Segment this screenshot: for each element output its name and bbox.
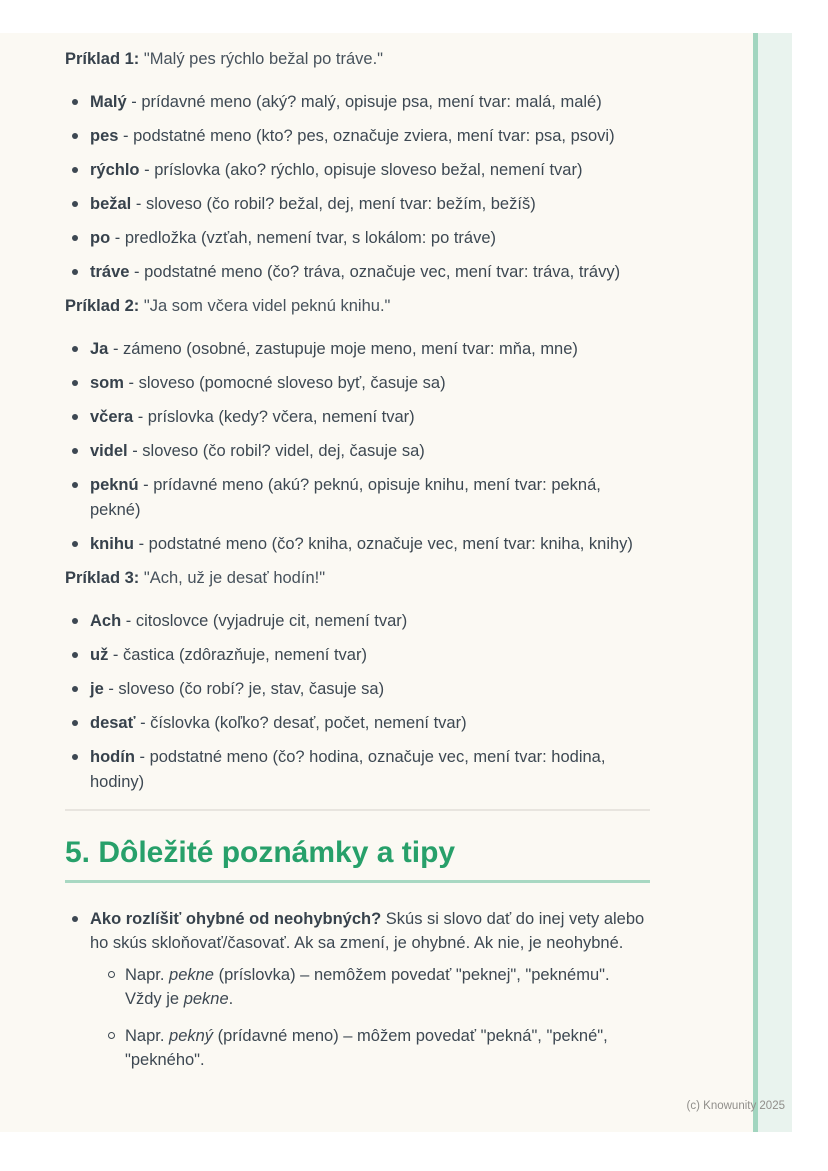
subitem-italic: pekný xyxy=(169,1027,214,1045)
term: desať xyxy=(90,714,136,732)
term: knihu xyxy=(90,535,134,553)
list-item xyxy=(90,192,650,217)
example-2-heading xyxy=(65,294,650,319)
definition: - zámeno (osobné, zastupuje moje meno, mení tvar: mňa, mne) xyxy=(108,340,578,358)
term: je xyxy=(90,680,104,698)
list-item xyxy=(90,226,650,251)
subitem-text: (prídavné meno) – môžem povedať "pekná", "pekné", "pekného". xyxy=(125,1027,608,1069)
definition: - sloveso (čo robí? je, stav, časuje sa) xyxy=(103,680,385,698)
term: po xyxy=(90,229,111,247)
list-item xyxy=(90,473,650,523)
copyright-footer: (c) Knowunity 2025 xyxy=(686,1100,785,1112)
definition: - podstatné meno (čo? tráva, označuje vec, mení tvar: tráva, trávy) xyxy=(129,263,621,281)
document-page xyxy=(0,33,792,1132)
list-item xyxy=(90,371,650,396)
term: bežal xyxy=(90,195,132,213)
tip-item xyxy=(90,907,650,1072)
definition: - predložka (vzťah, nemení tvar, s lokálom: po tráve) xyxy=(110,229,497,247)
list-item xyxy=(90,405,650,430)
list-item xyxy=(90,643,650,668)
example-1-heading xyxy=(65,47,650,72)
list-item xyxy=(90,158,650,183)
example-3-label: Príklad 3: xyxy=(65,569,140,587)
definition: - príslovka (ako? rýchlo, opisuje sloveso bežal, nemení tvar) xyxy=(139,161,583,179)
section-divider xyxy=(65,809,650,811)
list-item xyxy=(90,532,650,557)
definition: - prídavné meno (aký? malý, opisuje psa, mení tvar: malá, malé) xyxy=(126,93,602,111)
term: hodín xyxy=(90,748,135,766)
example-3-heading xyxy=(65,566,650,591)
definition: - citoslovce (vyjadruje cit, nemení tvar) xyxy=(121,612,408,630)
tip-subitem xyxy=(125,963,650,1011)
subitem-italic: pekne xyxy=(183,990,229,1008)
subitem-italic: pekne xyxy=(169,966,214,984)
list-item xyxy=(90,260,650,285)
subitem-text: . xyxy=(228,990,234,1008)
list-item xyxy=(90,337,650,362)
decorative-green-strip xyxy=(753,33,792,1132)
example-2-list xyxy=(65,337,650,557)
list-item xyxy=(90,745,650,795)
definition: - podstatné meno (čo? hodina, označuje vec, mení tvar: hodina, hodiny) xyxy=(90,748,606,791)
example-3-list xyxy=(65,609,650,795)
list-item xyxy=(90,90,650,115)
subitem-text: (príslovka) – nemôžem povedať "peknej", "peknému". Vždy je xyxy=(125,966,610,1008)
definition: - prídavné meno (akú? peknú, opisuje knihu, mení tvar: pekná, pekné) xyxy=(90,476,601,519)
tip-sublist xyxy=(90,963,650,1072)
term: už xyxy=(90,646,109,664)
definition: - podstatné meno (kto? pes, označuje zviera, mení tvar: psa, psovi) xyxy=(118,127,615,145)
subitem-text: Napr. xyxy=(125,966,170,984)
term: videl xyxy=(90,442,128,460)
example-3-sentence: "Ach, už je desať hodín!" xyxy=(139,569,326,587)
page-content xyxy=(0,33,650,1072)
list-item xyxy=(90,124,650,149)
definition: - sloveso (čo robil? bežal, dej, mení tvar: bežím, bežíš) xyxy=(131,195,536,213)
term: včera xyxy=(90,408,134,426)
definition: - sloveso (pomocné sloveso byť, časuje sa) xyxy=(123,374,446,392)
example-2-sentence: "Ja som včera videl peknú knihu." xyxy=(139,297,391,315)
term: som xyxy=(90,374,124,392)
example-1-list xyxy=(65,90,650,285)
definition: - častica (zdôrazňuje, nemení tvar) xyxy=(108,646,367,664)
example-1-sentence: "Malý pes rýchlo bežal po tráve." xyxy=(139,50,384,68)
term: Ach xyxy=(90,612,122,630)
tips-list xyxy=(65,907,650,1072)
example-1-label: Príklad 1: xyxy=(65,50,140,68)
term: rýchlo xyxy=(90,161,140,179)
tip-answer: Skús si slovo dať do inej vety alebo ho skús skloňovať/časovať. Ak sa zmení, je ohybné. Ak nie, je neohybné. xyxy=(90,910,645,952)
definition: - číslovka (koľko? desať, počet, nemení tvar) xyxy=(135,714,467,732)
term: pes xyxy=(90,127,119,145)
list-item xyxy=(90,677,650,702)
term: peknú xyxy=(90,476,139,494)
term: Ja xyxy=(90,340,109,358)
term: Malý xyxy=(90,93,127,111)
list-item xyxy=(90,439,650,464)
definition: - podstatné meno (čo? kniha, označuje vec, mení tvar: kniha, knihy) xyxy=(134,535,633,553)
section-title: 5. Dôležité poznámky a tipy xyxy=(65,835,650,883)
subitem-text: Napr. xyxy=(125,1027,170,1045)
tip-question: Ako rozlíšiť ohybné od neohybných? xyxy=(90,910,382,928)
list-item xyxy=(90,711,650,736)
example-2-label: Príklad 2: xyxy=(65,297,140,315)
list-item xyxy=(90,609,650,634)
term: tráve xyxy=(90,263,130,281)
definition: - sloveso (čo robil? videl, dej, časuje sa) xyxy=(127,442,425,460)
tip-subitem xyxy=(125,1024,650,1072)
definition: - príslovka (kedy? včera, nemení tvar) xyxy=(133,408,415,426)
